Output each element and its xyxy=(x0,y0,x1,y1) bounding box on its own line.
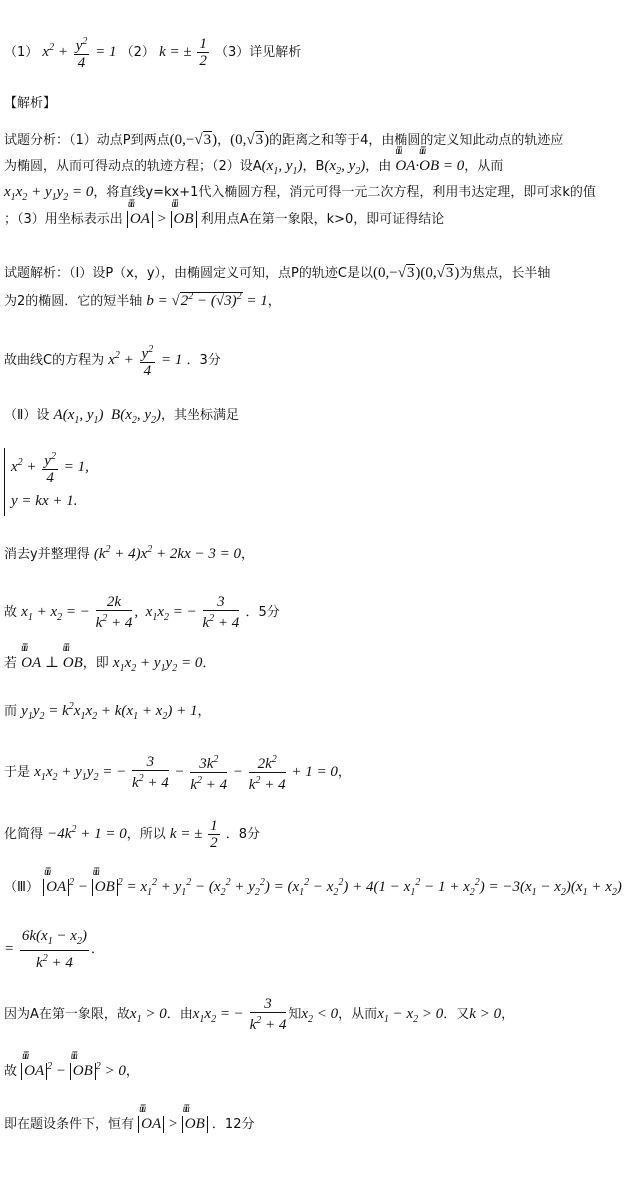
solution-line-14: 故 ǖǖ OA $^2$ − ǖǖ OB $^2$ > 0， xyxy=(4,1060,139,1080)
formula-ellipse: $x^2$ + $\frac{y^2}{4}$ = 1 xyxy=(42,36,117,71)
analysis-line-4: ；（3）用坐标表示出 ǖǖ OA > ǖǖ OB 利用点A在第一象限，k>0，即可证得结论 xyxy=(4,208,444,228)
solution-text: 即在题设条件下，恒有 xyxy=(4,1117,135,1132)
solution-text: 故曲线C的方程为 xyxy=(4,352,105,368)
solution-text: 而 xyxy=(4,704,18,719)
analysis-line-3: $x_1x_2 + y_1y_2 = 0$，将直线y=kx+1代入椭圆方程，消元可得一元二次方程，利用韦达定理，即可求k的值 xyxy=(4,184,596,203)
answer-line xyxy=(4,34,301,71)
solution-line-5: 消去y并整理得 $(k^2 + 4)x^2 + 2kx - 3 = 0$， xyxy=(4,544,254,562)
score-label: ．12分 xyxy=(211,1117,255,1132)
solution-line-15: 即在题设条件下，恒有 ǖǖ OA > ǖǖ OB ．12分 xyxy=(4,1113,254,1133)
solution-text: ，从而 xyxy=(338,1006,378,1022)
solution-line-13: 因为A在第一象限，故$x_1 > 0$．由$x_1x_2$ = − $\frac{3}{k^2 + 4}$ 知$x_2 < 0$，从而$x_1 - x_2 > 0$．又k > 0， xyxy=(4,996,515,1033)
solution-text: ．又 xyxy=(443,1006,470,1022)
solution-text: 知 xyxy=(288,1006,302,1022)
solution-text: 消去y并整理得 xyxy=(4,547,90,562)
solution-text: ，所以 xyxy=(126,826,166,842)
solution-line-11: （Ⅲ） ǖǖ OA $^2$ − ǖǖ OB $^2 = x_1^2 + y_1^2 - (x_2^2 + y_2^2) = (x_1^2 - x_2^2) + 4(1 - x_1^2 - 1 + x_2^2) = -3(x_1 - x_2)(x_1 + x_2)$ xyxy=(4,876,622,898)
solution-text: 故 xyxy=(4,1064,18,1079)
analysis-text: 利用点A在第一象限，k>0，即可证得结论 xyxy=(200,212,445,227)
answer-part-2: （2） xyxy=(120,44,155,60)
analysis-text: 为椭圆，从而可得动点的轨迹方程；（2）设A xyxy=(4,159,262,174)
solution-line-8: 而 $y_1y_2 = k^2x_1x_2 + k(x_1 + x_2) + 1$， xyxy=(4,701,211,722)
analysis-text: ，由 xyxy=(365,159,392,174)
score-label: ．5分 xyxy=(245,604,280,620)
solution-text: 因为A在第一象限，故 xyxy=(4,1006,130,1022)
solution-text: ．由 xyxy=(166,1006,193,1022)
equation-system: $x^2$ + $\frac{y^2}{4}$ = 1, y = kx + 1. xyxy=(4,448,89,516)
analysis-text: 试题分析：（1）动点P到两点 xyxy=(4,133,170,148)
solution-text: 故 xyxy=(4,604,18,620)
score-label: ．8分 xyxy=(225,826,261,842)
solution-text: ，其坐标满足 xyxy=(161,408,240,423)
solution-line-2: 为2的椭圆．它的短半轴 $b = √2^2 - (√3)^2 = 1$， xyxy=(4,291,281,309)
analysis-line-1: 试题分析：（1）动点P到两点(0,−√3)，(0,√3)的距离之和等于4，由椭圆的定义知此动点的轨迹应 xyxy=(4,132,564,148)
formula-k: k = ± $\frac{1}{2}$ xyxy=(159,36,207,69)
solution-text: ，即 xyxy=(82,656,109,671)
analysis-text: ；（3）用坐标表示出 xyxy=(4,212,123,227)
solution-text: 为2的椭圆．它的短半轴 xyxy=(4,294,143,309)
solution-line-6: 故 $x_1 + x_2$ = − $\frac{2k}{k^2 + 4}$ , $x_1x_2$ = − $\frac{3}{k^2 + 4}$ ．5分 xyxy=(4,594,280,631)
solution-line-7: 若 ǖǖ OA ⊥ ǖǖ OB，即 $x_1x_2 + y_1y_2 = 0$． xyxy=(4,652,215,674)
solution-line-3: 故曲线C的方程为 $x^2$ + $\frac{y^2}{4}$ = 1 ．3分 xyxy=(4,344,221,379)
analysis-line-2: 为椭圆，从而可得动点的轨迹方程；（2）设$A(x_1$, $y_1$)，$B(x_2$, $y_2$)，由 ǖǖ OA·ǖǖ OB = 0，从而 xyxy=(4,155,503,177)
solution-text: 化简得 xyxy=(4,826,44,842)
solution-text: （Ⅱ）设 xyxy=(4,408,50,423)
solution-text: 为焦点，长半轴 xyxy=(459,266,551,281)
solution-line-10: 化简得 $-4k^2 + 1 = 0$，所以 k = ± $\frac{1}{2}$ ．8分 xyxy=(4,818,261,851)
analysis-text: 的距离之和等于4，由椭圆的定义知此动点的轨迹应 xyxy=(269,133,564,148)
answer-part-3: （3）详见解析 xyxy=(214,44,302,60)
analysis-text: ，将直线y=kx+1代入椭圆方程，消元可得一元二次方程，利用韦达定理，即可求k的值 xyxy=(93,185,596,200)
solution-line-12: = $\frac{6k(x_1 - x_2)}{k^2 + 4}$ ． xyxy=(4,928,104,971)
solution-text: 试题解析：（Ⅰ）设P（x，y），由椭圆定义可知，点P的轨迹C是以 xyxy=(4,266,373,281)
solution-text: （Ⅲ） xyxy=(4,880,39,895)
section-title: 【解析】 xyxy=(4,96,57,111)
solution-text: 于是 xyxy=(4,764,31,780)
solution-line-9: 于是 $x_1x_2 + y_1y_2$ = − $\frac{3}{k^2 + 4}$ − $\frac{3k^2}{k^2 + 4}$ − $\frac{2k^2}{k^2 + 4}$ + 1 = 0， xyxy=(4,754,351,793)
score-label: ．3分 xyxy=(186,352,221,368)
solution-line-1: 试题解析：（Ⅰ）设P（x，y），由椭圆定义可知，点P的轨迹C是以(0,−√3)(0,√3)为焦点，长半轴 xyxy=(4,265,551,281)
answer-part-1: （1） xyxy=(4,44,39,60)
solution-line-4: （Ⅱ）设 $A(x_1$, $y_1$) $B(x_2$, $y_2$)，其坐标满足 xyxy=(4,407,240,426)
solution-text: 若 xyxy=(4,656,18,671)
analysis-text: ，从而 xyxy=(464,159,504,174)
